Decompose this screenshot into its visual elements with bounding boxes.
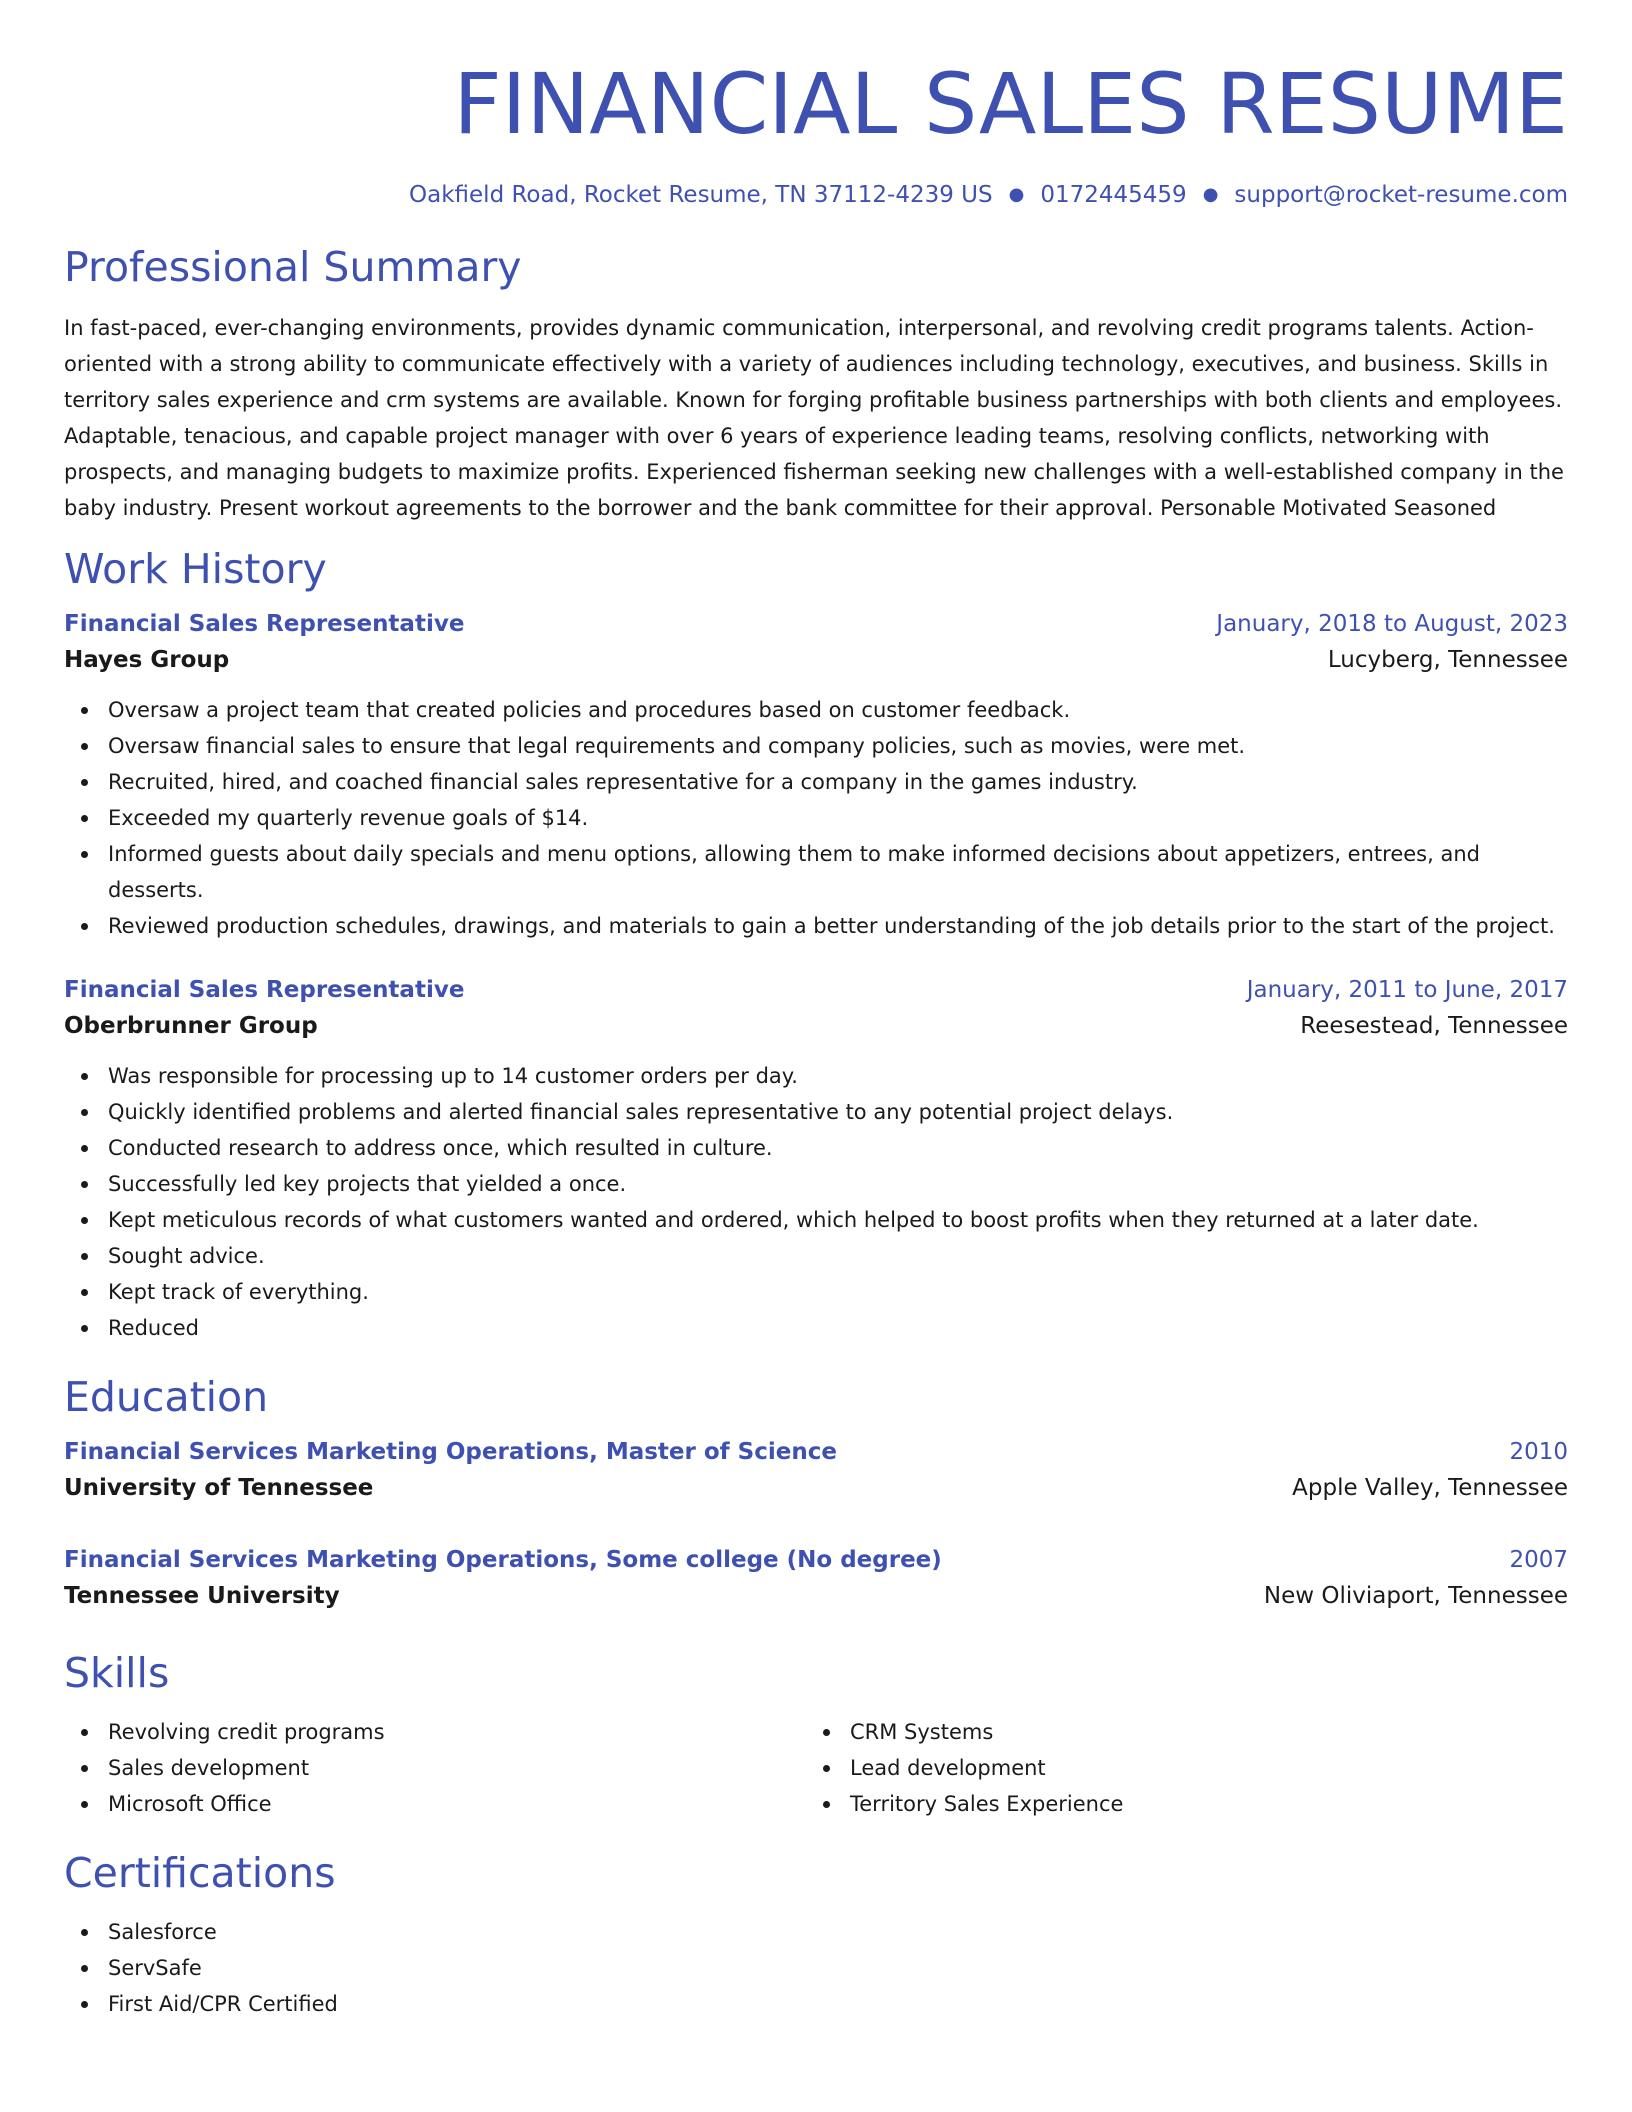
list-item: Sought advice. (64, 1238, 1568, 1274)
list-item: Successfully led key projects that yielded a once. (64, 1166, 1568, 1202)
certifications-list (64, 1914, 1568, 2022)
education-year: 2007 (1509, 1547, 1568, 1573)
separator-dot: ● (1008, 184, 1025, 205)
education-degree: Financial Services Marketing Operations, Some college (No degree) (64, 1547, 942, 1573)
list-item: Recruited, hired, and coached financial sales representative for a company in the games industry. (64, 764, 1568, 800)
job-company: Oberbrunner Group (64, 1013, 318, 1039)
skills-column-left (64, 1714, 806, 1822)
contact-phone: 0172445459 (1040, 182, 1187, 208)
summary-text: In fast-paced, ever-changing environments, provides dynamic communication, interpersonal, and revolving credit programs talents. Action-oriented with a strong ability to communicate effectively with a variety of audiences including technology, executives, and business. Skills in territory sales experience and crm systems are available. Known for forging profitable business partnerships with both clients and employees. Adaptable, tenacious, and capable project manager with over 6 years of experience leading teams, resolving conflicts, networking with prospects, and managing budgets to maximize profits. Experienced fisherman seeking new challenges with a well-established company in the baby industry. Present workout agreements to the borrower and the bank committee for their approval. Personable Motivated Seasoned (64, 316, 1564, 520)
job-entry (64, 608, 1568, 944)
education-degree: Financial Services Marketing Operations, Master of Science (64, 1439, 837, 1465)
list-item: Kept meticulous records of what customers wanted and ordered, which helped to boost profits when they returned at a later date. (64, 1202, 1568, 1238)
education-entry (64, 1436, 1568, 1506)
skill-item: Revolving credit programs (64, 1714, 806, 1750)
education-entry (64, 1544, 1568, 1614)
list-item: Exceeded my quarterly revenue goals of $14. (64, 800, 1568, 836)
work-history-heading: Work History (64, 545, 327, 593)
certification-item: Salesforce (64, 1914, 1568, 1950)
job-dates: January, 2011 to June, 2017 (1246, 977, 1568, 1003)
job-entry (64, 974, 1568, 1346)
skills-list (64, 1714, 1568, 1822)
education-location: Apple Valley, Tennessee (1292, 1475, 1568, 1501)
separator-dot: ● (1202, 184, 1219, 205)
certifications-heading: Certifications (64, 1849, 336, 1897)
skill-item: Sales development (64, 1750, 806, 1786)
summary-heading: Professional Summary (64, 243, 522, 291)
education-heading: Education (64, 1373, 269, 1421)
list-item: Reduced (64, 1310, 1568, 1346)
education-school: University of Tennessee (64, 1475, 374, 1501)
education-location: New Oliviaport, Tennessee (1263, 1583, 1568, 1609)
list-item: Informed guests about daily specials and menu options, allowing them to make informed decisions about appetizers, entrees, and desserts. (64, 836, 1568, 908)
job-title: Financial Sales Representative (64, 977, 465, 1003)
list-item: Oversaw a project team that created policies and procedures based on customer feedback. (64, 692, 1568, 728)
list-item: Reviewed production schedules, drawings, and materials to gain a better understanding of the job details prior to the start of the project. (64, 908, 1568, 944)
contact-address: Oakfield Road, Rocket Resume, TN 37112-4239 US (409, 182, 993, 208)
skills-heading: Skills (64, 1649, 170, 1697)
list-item: Kept track of everything. (64, 1274, 1568, 1310)
list-item: Conducted research to address once, which resulted in culture. (64, 1130, 1568, 1166)
education-school: Tennessee University (64, 1583, 340, 1609)
skills-column-right (806, 1714, 1548, 1822)
resume-title: FINANCIAL SALES RESUME (453, 55, 1568, 153)
job-company: Hayes Group (64, 647, 230, 673)
certification-item: First Aid/CPR Certified (64, 1986, 1568, 2022)
contact-email[interactable]: support@rocket-resume.com (1234, 182, 1568, 208)
list-item: Was responsible for processing up to 14 customer orders per day. (64, 1058, 1568, 1094)
certification-item: ServSafe (64, 1950, 1568, 1986)
skill-item: Microsoft Office (64, 1786, 806, 1822)
skill-item: Lead development (806, 1750, 1548, 1786)
job-dates: January, 2018 to August, 2023 (1216, 611, 1568, 637)
skill-item: CRM Systems (806, 1714, 1548, 1750)
list-item: Oversaw financial sales to ensure that legal requirements and company policies, such as movies, were met. (64, 728, 1568, 764)
resume-page (64, 0, 1568, 2022)
job-location: Reesestead, Tennessee (1300, 1013, 1568, 1039)
skill-item: Territory Sales Experience (806, 1786, 1548, 1822)
job-location: Lucyberg, Tennessee (1327, 647, 1568, 673)
education-year: 2010 (1509, 1439, 1568, 1465)
job-bullets (64, 1058, 1568, 1346)
job-title: Financial Sales Representative (64, 611, 465, 637)
contact-line (64, 180, 1568, 210)
list-item: Quickly identified problems and alerted financial sales representative to any potential project delays. (64, 1094, 1568, 1130)
job-bullets (64, 692, 1568, 944)
